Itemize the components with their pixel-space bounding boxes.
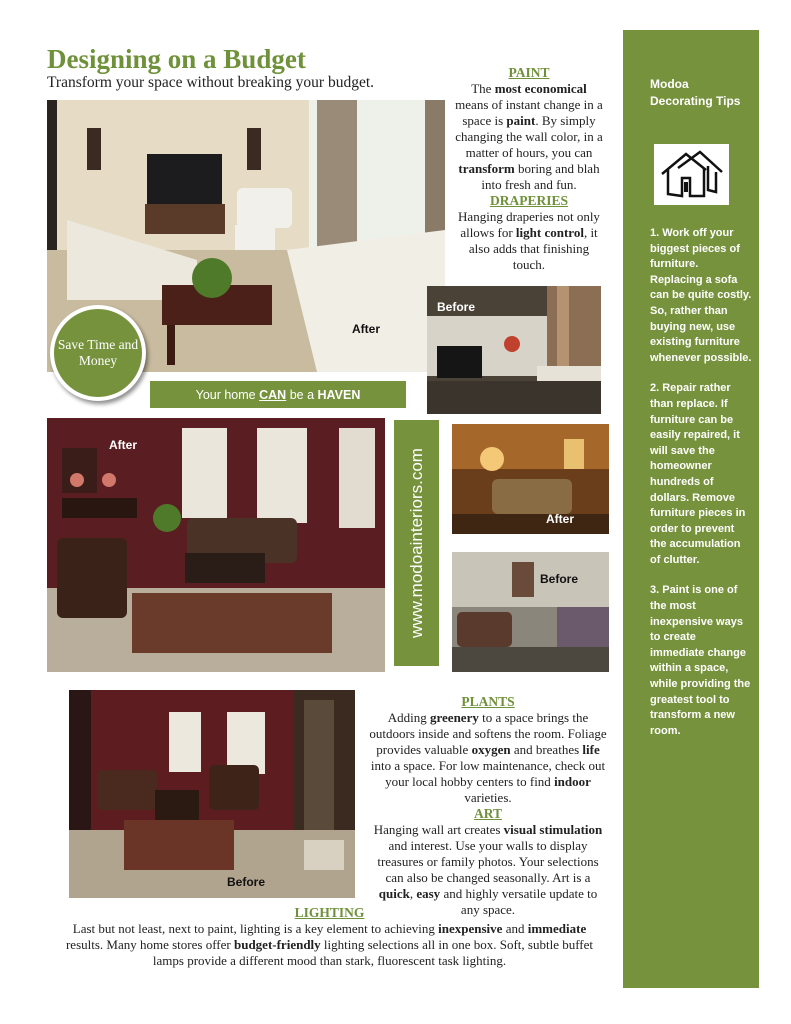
living-room-before-label: Before xyxy=(437,300,476,314)
small-room-after-photo xyxy=(452,424,609,534)
tips-list xyxy=(650,226,752,754)
tips-sidebar xyxy=(623,30,759,988)
art-heading: ART xyxy=(473,806,503,821)
paint-heading: PAINT xyxy=(508,65,550,80)
red-room-after-label: After xyxy=(109,438,138,452)
tip-1: 1. Work off your biggest pieces of furniture. Replacing a sofa can be quite costly. So, rather than buying new, use existing furniture whenever possible. xyxy=(650,227,752,364)
small-room-after-label: After xyxy=(546,512,575,526)
lighting-heading: LIGHTING xyxy=(294,905,365,920)
draperies-body: Hanging draperies not only allows for light control, it also adds that finishing touch. xyxy=(458,209,600,272)
plants-heading: PLANTS xyxy=(461,694,515,709)
paint-draperies-text xyxy=(454,65,604,273)
haven-banner: Your home CAN be a HAVEN xyxy=(150,381,406,408)
save-time-money-badge: Save Time and Money xyxy=(50,305,146,401)
page-subtitle: Transform your space without breaking your budget. xyxy=(47,74,375,91)
living-room-before-photo xyxy=(427,286,601,414)
paint-body: The most economical means of instant change in a space is paint. By simply changing the wall color, in a matter of hours, you can transform boring and blah into fresh and fun. xyxy=(455,81,603,192)
lighting-body: Last but not least, next to paint, lighting is a key element to achieving inexpensive and immediate results. Many home stores offer budget-friendly lighting selections all in one box. Soft, subtle buffet lamps provide a different mood than stark, fluorescent task lighting. xyxy=(65,921,594,968)
bottom-room-before-photo xyxy=(69,690,355,898)
draperies-heading: DRAPERIES xyxy=(489,193,568,208)
plants-body: Adding greenery to a space brings the outdoors inside and softens the room. Foliage provides valuable oxygen and breathes life into a space. For low maintenance, check out your local hobby centers to find indoor varieties. xyxy=(369,710,607,805)
tip-3: 3. Paint is one of the most inexpensive ways to create immediate change within a space, while providing the greatest tool to transform a new room. xyxy=(650,584,751,737)
small-room-before-photo xyxy=(452,552,609,672)
lighting-text xyxy=(62,905,597,969)
bottom-room-before-label: Before xyxy=(227,875,266,889)
page-title: Designing on a Budget xyxy=(47,44,306,74)
website-url: www.modoainteriors.com xyxy=(406,448,426,638)
website-band xyxy=(394,420,439,666)
art-body: Hanging wall art creates visual stimulation and interest. Use your walls to display treasures or family photos. Your selections can also be changed seasonally. Art is a quick, easy and highly versatile update to any space. xyxy=(373,822,603,917)
living-room-after-label: After xyxy=(352,322,381,336)
sidebar-title: Modoa Decorating Tips xyxy=(650,77,741,108)
plants-art-text xyxy=(368,694,608,918)
red-room-after-photo xyxy=(47,418,385,672)
house-logo-icon xyxy=(654,144,729,205)
small-room-before-label: Before xyxy=(540,572,579,586)
tip-2: 2. Repair rather than replace. If furniture can be easily repaired, it will save the homeowner hundreds of dollars. Remove furniture pieces in order to prevent the accumulation of clutter. xyxy=(650,382,746,566)
